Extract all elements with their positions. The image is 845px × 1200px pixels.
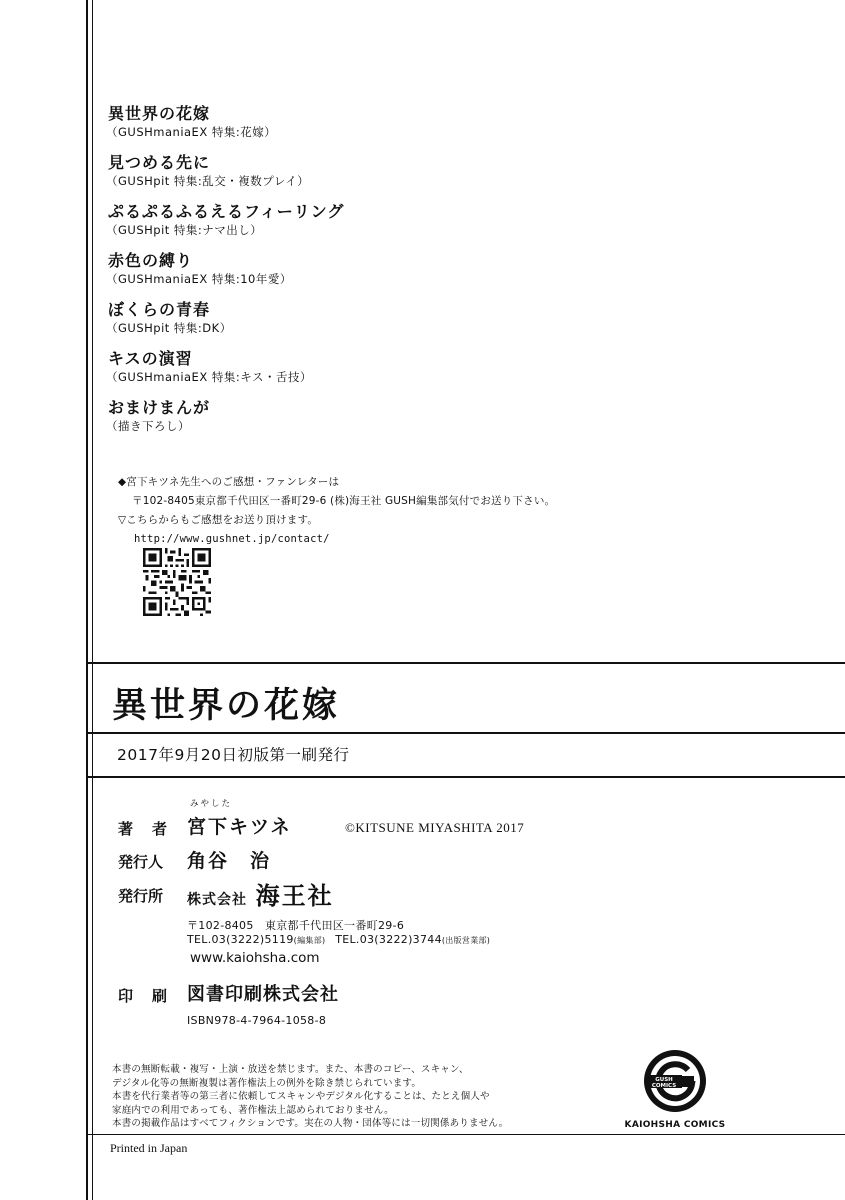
book-title: 異世界の花嫁 — [112, 685, 341, 726]
kaiohsha-comics-logo — [610, 1048, 740, 1130]
contents-list — [108, 104, 344, 447]
publisher-name — [187, 876, 334, 911]
contents-item-source: （GUSHpit 特集:ナマ出し） — [106, 223, 263, 237]
publisher-prefix: 株式会社 — [187, 892, 247, 908]
contents-item — [108, 104, 344, 153]
contents-item-title: 見つめる先に — [108, 153, 211, 172]
brand-name: KAIOHSHA COMICS — [624, 1120, 726, 1130]
fan-letter-info — [118, 473, 555, 549]
contents-item-source: （GUSHpit 特集:乱交・複数プレイ） — [106, 174, 310, 188]
contents-item-source: （GUSHmaniaEX 特集:花嫁） — [106, 125, 277, 139]
contents-item — [108, 398, 344, 447]
contents-item-title: おまけまんが — [108, 398, 211, 417]
phone-sales: TEL.03(3222)3744 — [335, 933, 442, 946]
rule-above-printed — [88, 1134, 845, 1135]
notice-line: デジタル化等の無断複製は著作権法上の例外を除き禁じられています。 — [112, 1077, 422, 1089]
contents-item-source: （描き下ろし） — [106, 419, 190, 433]
author-label: 著 者 — [118, 820, 170, 838]
contact-url[interactable]: http://www.gushnet.jp/contact/ — [134, 533, 330, 545]
gush-comics-mark-icon — [610, 1048, 740, 1114]
contents-item-title: ぷるぷるふるえるフィーリング — [108, 202, 345, 221]
contents-item-source: （GUSHmaniaEX 特集:10年愛） — [106, 272, 292, 286]
phone-editorial-note: (編集部) — [293, 936, 326, 945]
fan-letter-heading: ◆宮下キツネ先生へのご感想・ファンレターは — [118, 476, 340, 488]
printed-in-japan: Printed in Japan — [110, 1141, 188, 1155]
publisher-person-label: 発行人 — [118, 853, 164, 871]
phone-editorial: TEL.03(3222)5119 — [187, 933, 294, 946]
qr-code-icon[interactable] — [143, 548, 211, 616]
mark-top-text: GUSH — [655, 1077, 673, 1083]
printer-label: 印 刷 — [118, 987, 170, 1005]
left-border-inner — [92, 0, 93, 1200]
copyright-notice: ©KITSUNE MIYASHITA 2017 — [345, 820, 525, 835]
fan-letter-address: 〒102-8405東京都千代田区一番町29-6 (株)海王社 GUSH編集部気付でお送り下さい。 — [132, 495, 556, 507]
notice-line: 家庭内での利用であっても、著作権法上認められておりません。 — [112, 1104, 394, 1116]
contents-item — [108, 202, 344, 251]
contents-item — [108, 300, 344, 349]
contents-item — [108, 153, 344, 202]
notice-line: 本書の掲載作品はすべてフィクションです。実在の人物・団体等には一切関係ありません。 — [112, 1118, 509, 1129]
contents-item-title: キスの演習 — [108, 349, 193, 368]
contents-item-title: 異世界の花嫁 — [108, 104, 211, 123]
contents-item-title: 赤色の縛り — [108, 251, 194, 270]
notice-line: 本書の無断転載・複写・上演・放送を禁じます。また、本書のコピー、スキャン、 — [112, 1064, 469, 1075]
publisher-website[interactable]: www.kaiohsha.com — [190, 950, 320, 966]
contents-item-source: （GUSHpit 特集:DK） — [106, 321, 232, 335]
online-feedback-note: ▽こちらからもご感想をお送り頂けます。 — [118, 514, 319, 526]
contents-item — [108, 349, 344, 398]
contents-item — [108, 251, 344, 300]
notice-line: 本書を代行業者等の第三者に依頼してスキャンやデジタル化することは、たとえ個人や — [112, 1091, 490, 1102]
rule-below-title — [88, 732, 845, 734]
printer-name: 図書印刷株式会社 — [187, 984, 339, 1005]
author-ruby: みやした — [190, 799, 233, 809]
rule-above-title — [88, 662, 845, 664]
author-name: 宮下キツネ — [187, 816, 292, 838]
legal-notice — [112, 1063, 508, 1131]
publisher-person-name: 角谷 治 — [187, 850, 272, 872]
publisher-phone — [187, 933, 490, 946]
edition-date: 2017年9月20日初版第一刷発行 — [117, 746, 350, 764]
contents-item-source: （GUSHmaniaEX 特集:キス・舌技） — [106, 370, 312, 384]
rule-below-edition — [88, 776, 845, 778]
isbn: ISBN978-4-7964-1058-8 — [187, 1014, 327, 1027]
publisher-address: 〒102-8405 東京都千代田区一番町29-6 — [187, 919, 405, 932]
contents-item-title: ぼくらの青春 — [108, 300, 211, 319]
publisher-label: 発行所 — [118, 887, 164, 905]
phone-sales-note: (出版営業部) — [441, 936, 491, 945]
mark-bottom-text: COMICS — [651, 1083, 677, 1089]
publisher-company: 海王社 — [255, 881, 334, 910]
left-border-outer — [86, 0, 88, 1200]
